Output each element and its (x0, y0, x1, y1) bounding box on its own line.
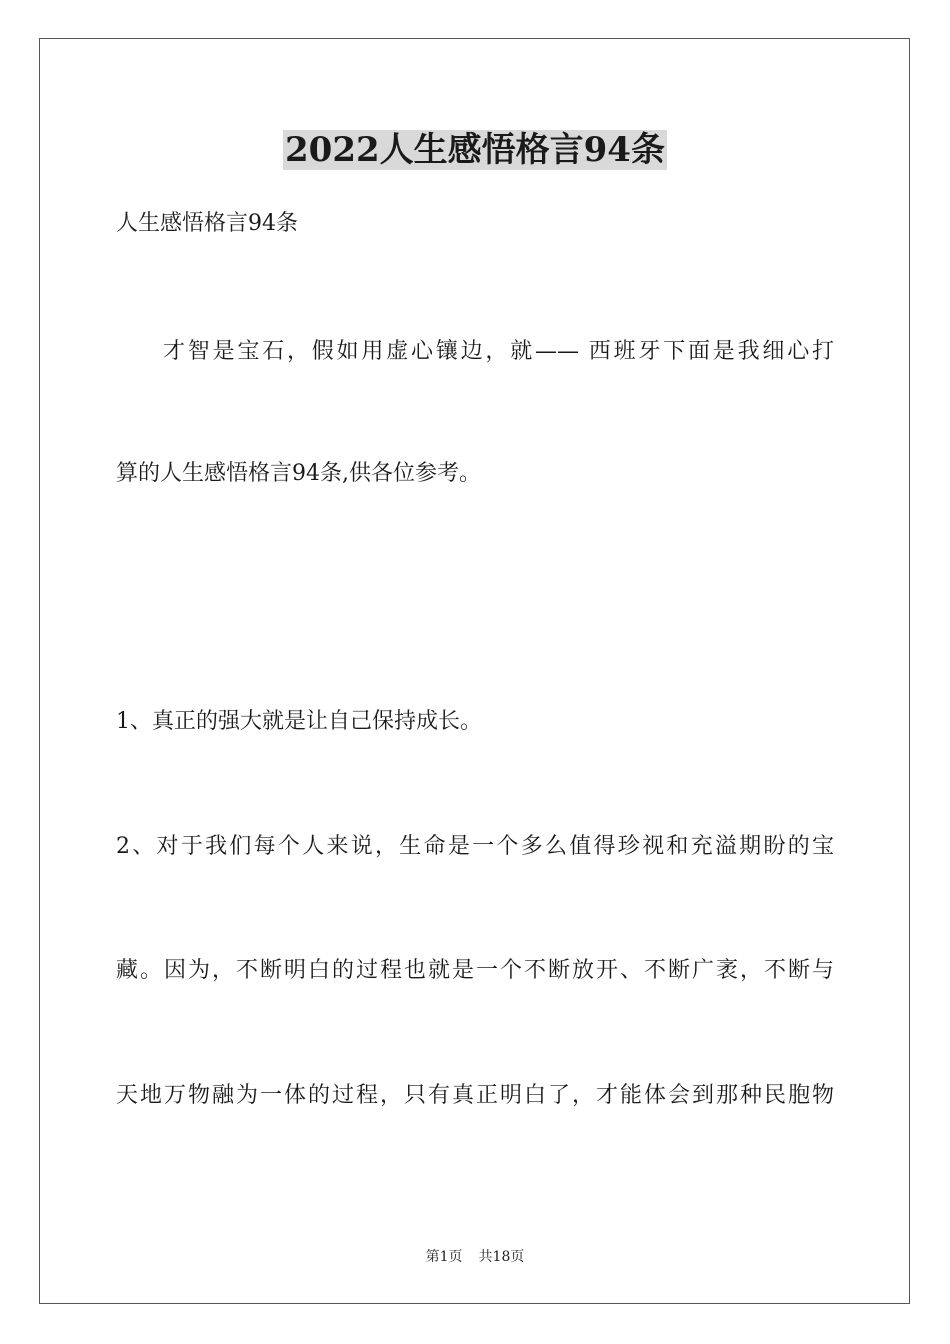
footer-current-page: 第1页 (425, 1249, 463, 1265)
list-item-2-line-2: 藏。因为，不断明白的过程也就是一个不断放开、不断广袤，不断与 (116, 958, 834, 983)
document-title-text: 2022人生感悟格言94条 (285, 130, 665, 170)
list-item-2-line-3: 天地万物融为一体的过程，只有真正明白了，才能体会到那种民胞物 (116, 1083, 834, 1108)
footer-total-pages: 共18页 (478, 1249, 525, 1265)
document-subtitle: 人生感悟格言94条 (116, 211, 298, 236)
intro-line-2: 算的人生感悟格言94条,供各位参考。 (116, 461, 481, 486)
intro-line-1: 才智是宝石，假如用虚心镶边，就—— 西班牙下面是我细心打 (163, 339, 834, 364)
list-item-1: 1、真正的强大就是让自己保持成长。 (116, 709, 482, 734)
page-footer (0, 1247, 950, 1267)
list-item-2-line-1: 2、对于我们每个人来说，生命是一个多么值得珍视和充溢期盼的宝 (116, 834, 834, 859)
document-title (0, 128, 950, 172)
